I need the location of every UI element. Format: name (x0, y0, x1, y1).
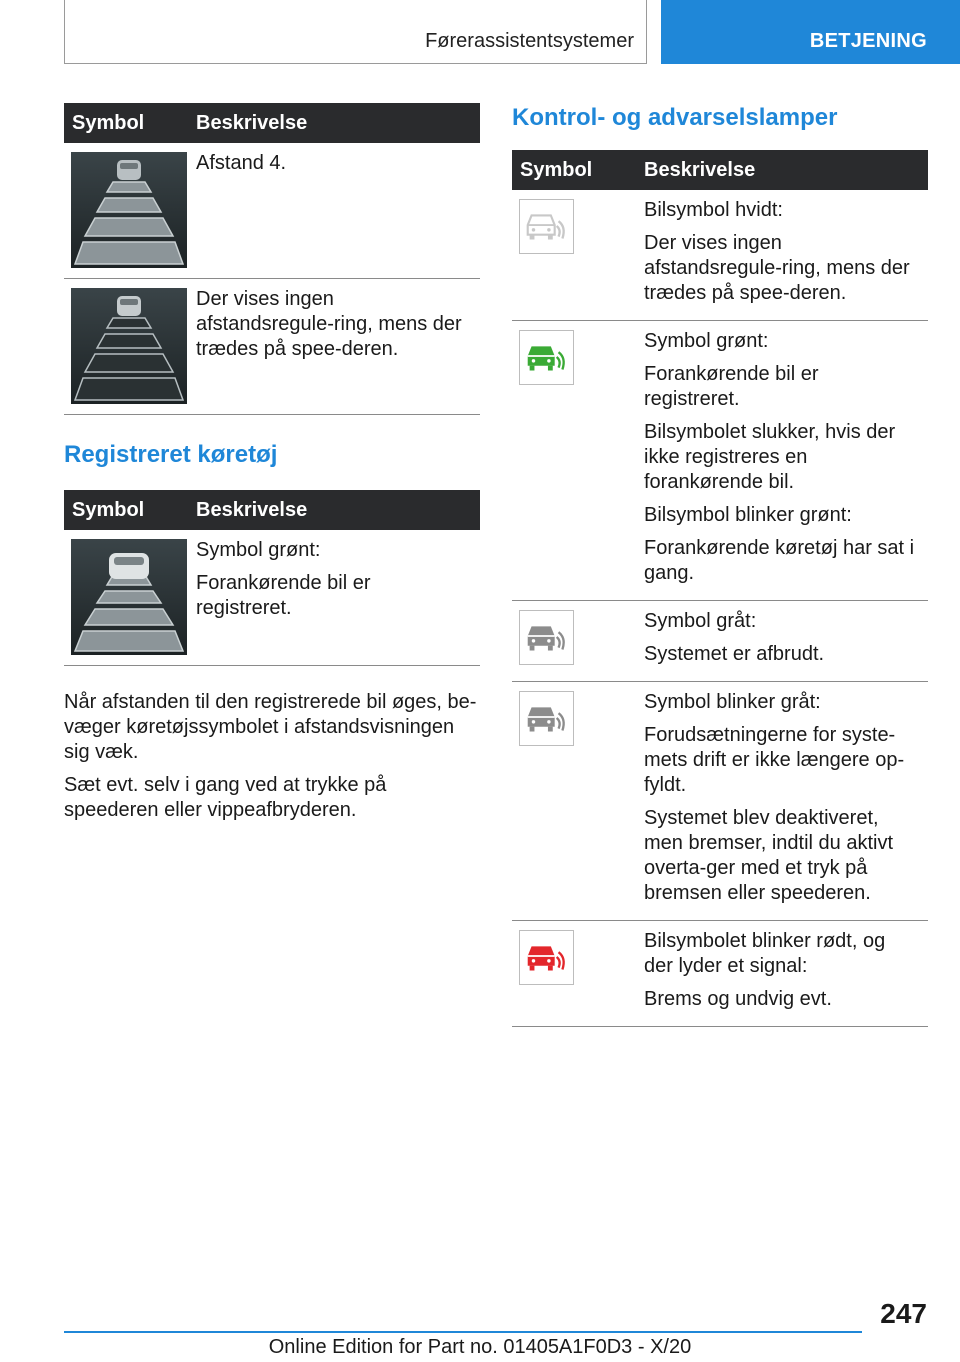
running-header (64, 0, 647, 64)
distance-display-dim-icon (71, 288, 187, 404)
right-column (512, 100, 928, 1027)
section-heading-warning-lamps: Kontrol- og advarselslamper (512, 104, 838, 131)
row-description: Symbol grønt: Forankørende bil er registreret. Bilsymbolet slukker, hvis der ikke registreres en forankørende bil. Bilsymbol blinker grønt: Forankørende køretøj har sat i gang. (636, 321, 928, 601)
registered-vehicle-table (64, 490, 480, 666)
col-header-description: Beskrivelse (188, 490, 480, 530)
car-green-icon (519, 330, 574, 385)
col-header-symbol: Symbol (64, 103, 188, 143)
body-paragraphs (64, 690, 480, 823)
left-column (64, 103, 480, 823)
paragraph: Når afstanden til den registrerede bil øges, be-væger køretøjssymbolet i afstandsvisningen sig væk. (64, 691, 477, 763)
page-number: 247 (880, 1298, 927, 1329)
table-row (512, 921, 928, 1027)
chapter-tab[interactable]: BETJENING (661, 0, 960, 64)
car-white-icon (519, 199, 574, 254)
car-gray-blink-icon (519, 691, 574, 746)
table-row (64, 530, 480, 666)
table-row (512, 190, 928, 321)
warning-lamps-table (512, 150, 928, 1027)
table-row (512, 601, 928, 682)
table-row (512, 321, 928, 601)
row-description: Der vises ingen afstandsregule-ring, mens der trædes på spee-deren. (188, 279, 480, 415)
edition-footer: Online Edition for Part no. 01405A1F0D3 - X/20 (268, 1336, 692, 1358)
section-heading-registered-vehicle: Registreret køretøj (64, 441, 278, 468)
row-description: Bilsymbolet blinker rødt, og der lyder et signal: Brems og undvig evt. (636, 921, 928, 1027)
vehicle-detected-display-icon (71, 539, 187, 655)
table-row (64, 143, 480, 279)
distance-display-icon (71, 152, 187, 268)
row-description: Symbol grønt: Forankørende bil er registreret. (188, 530, 480, 666)
car-gray-icon (519, 610, 574, 665)
car-red-icon (519, 930, 574, 985)
col-header-symbol: Symbol (512, 150, 636, 190)
footer-divider (64, 1331, 862, 1333)
section-title: Førerassistentsystemer (425, 30, 634, 52)
row-description: Symbol gråt: Systemet er afbrudt. (636, 601, 928, 682)
distance-table (64, 103, 480, 415)
col-header-symbol: Symbol (64, 490, 188, 530)
col-header-description: Beskrivelse (188, 103, 480, 143)
row-description: Bilsymbol hvidt: Der vises ingen afstandsregule-ring, mens der trædes på spee-deren. (636, 190, 928, 321)
table-row (64, 279, 480, 415)
table-row (512, 682, 928, 921)
row-description: Symbol blinker gråt: Forudsætningerne for syste-mets drift er ikke længere op-fyldt. Systemet blev deaktiveret, men bremser, indtil du aktivt overta-ger med et tryk på bremsen eller speederen. (636, 682, 928, 921)
row-description: Afstand 4. (188, 143, 480, 279)
paragraph: Sæt evt. selv i gang ved at trykke på speederen eller vippeafbryderen. (64, 774, 387, 821)
col-header-description: Beskrivelse (636, 150, 928, 190)
